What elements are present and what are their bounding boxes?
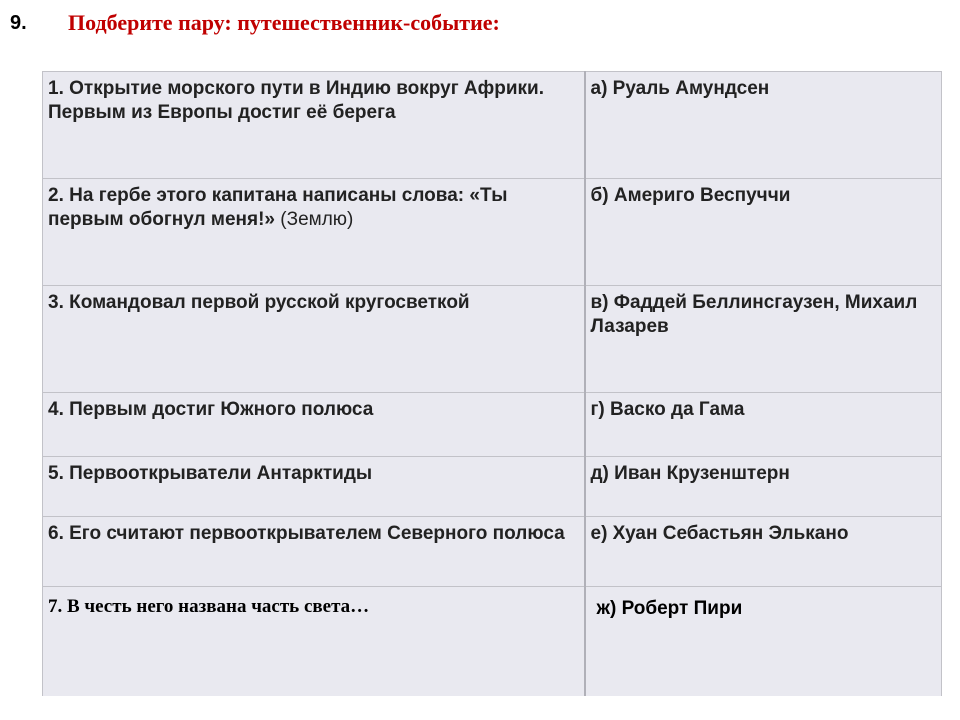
traveler-cell xyxy=(585,286,942,393)
task-number: 9. xyxy=(10,12,27,34)
event-cell xyxy=(43,517,585,587)
table-row xyxy=(43,587,942,696)
traveler-text: в) Фаддей Беллинсгаузен, Михаил Лазарев xyxy=(590,292,918,337)
event-text: 5. Первооткрыватели Антарктиды xyxy=(48,463,373,484)
event-cell xyxy=(43,286,585,393)
event-cell xyxy=(43,457,585,517)
table-row xyxy=(43,286,942,393)
table-row xyxy=(43,393,942,457)
table-row xyxy=(43,457,942,517)
event-text: 2. На гербе этого капитана написаны слова: «Ты первым обогнул меня!» xyxy=(48,185,508,230)
traveler-text: а) Руаль Амундсен xyxy=(590,78,770,99)
event-text: 6. Его считают первооткрывателем Северного полюса xyxy=(48,523,565,544)
traveler-cell xyxy=(585,72,942,179)
event-cell xyxy=(43,179,585,286)
traveler-cell xyxy=(585,393,942,457)
task-title: Подберите пару: путешественник-событие: xyxy=(68,10,500,35)
traveler-text: г) Васко да Гама xyxy=(590,399,745,420)
traveler-cell xyxy=(585,517,942,587)
table-row xyxy=(43,179,942,286)
traveler-text: б) Америго Веспуччи xyxy=(590,185,791,206)
event-text: 3. Командовал первой русской кругосветкой xyxy=(48,292,470,313)
event-text: 7. В честь него названа часть света… xyxy=(48,596,370,617)
matching-table xyxy=(42,71,942,696)
table-row xyxy=(43,517,942,587)
event-cell xyxy=(43,393,585,457)
traveler-cell xyxy=(585,587,942,696)
event-cell xyxy=(43,587,585,696)
table-row xyxy=(43,72,942,179)
event-text: 4. Первым достиг Южного полюса xyxy=(48,399,374,420)
traveler-text: д) Иван Крузенштерн xyxy=(590,463,790,484)
traveler-cell xyxy=(585,457,942,517)
traveler-text: ж) Роберт Пири xyxy=(596,598,743,619)
traveler-cell xyxy=(585,179,942,286)
event-cell xyxy=(43,72,585,179)
event-text-extra: (Землю) xyxy=(280,209,354,230)
traveler-text: е) Хуан Себастьян Элькано xyxy=(590,523,849,544)
event-text: 1. Открытие морского пути в Индию вокруг Африки. Первым из Европы достиг её берега xyxy=(48,78,545,123)
